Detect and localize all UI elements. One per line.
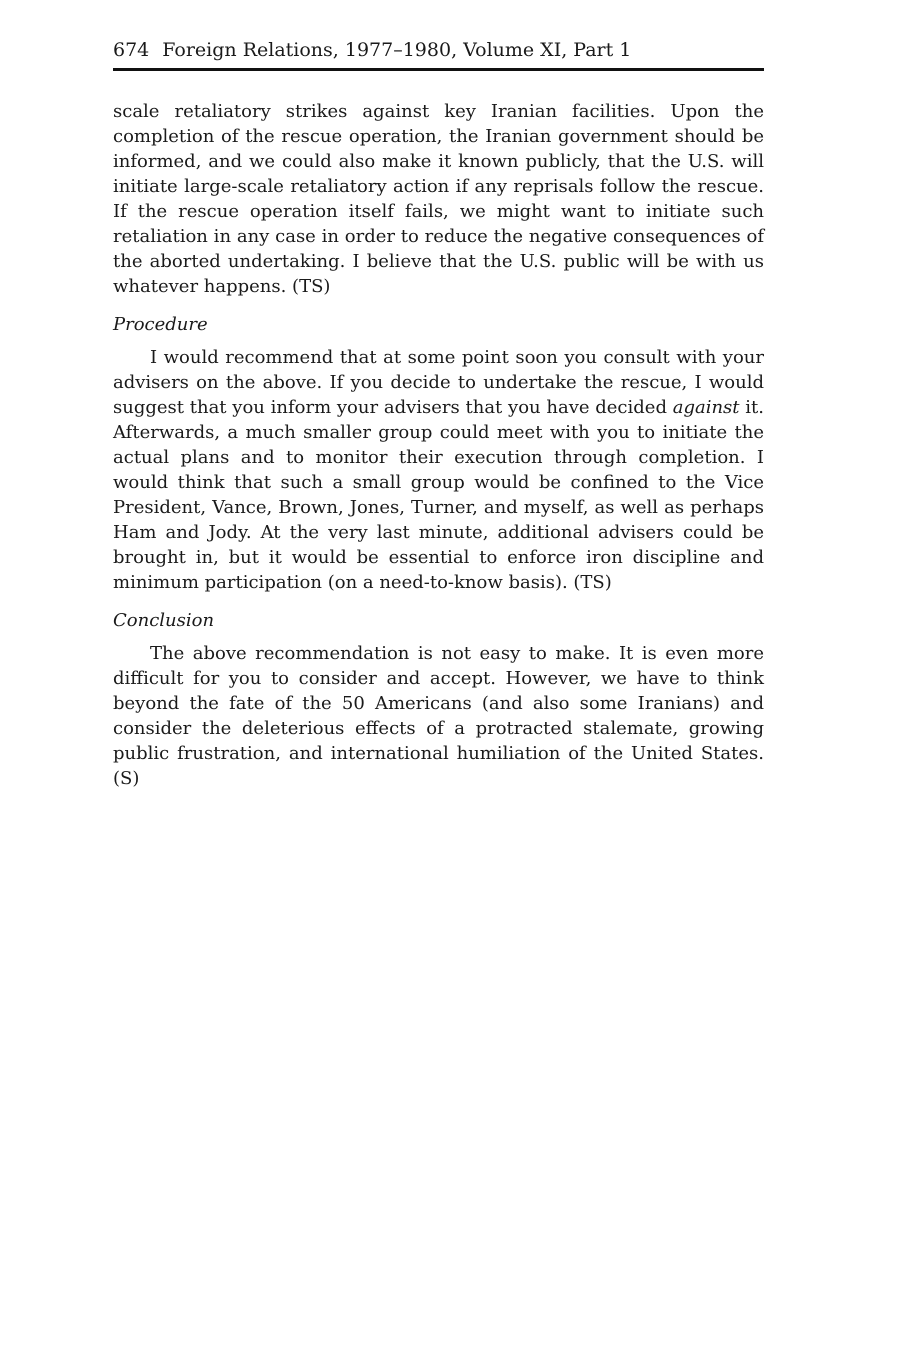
publication-title: Foreign Relations, 1977–1980, Volume XI, Part 1 (162, 39, 632, 61)
paragraph-conclusion: The above recommendation is not easy to make. It is even more difficult for you to consider and accept. However, we have to think beyond the fate of the 50 Americans (and also some Iranians) and consider the deleterious effects of a protracted stalemate, growing public frustration, and international humiliation of the United States. (S) (113, 643, 764, 789)
procedure-text-start: I would recommend that at some point soon you consult with your advisers on the above. If you decide to undertake the rescue, I would suggest that you inform your advisers that you have decided (113, 347, 764, 418)
paragraph-retaliation: scale retaliatory strikes against key Iranian facilities. Upon the completion of the rescue operation, the Iranian government should be informed, and we could also make it known publicly, that the U.S. will initiate large-scale retaliatory action if any reprisals follow the rescue. If the rescue operation itself fails, we might want to initiate such retaliation in any case in order to reduce the negative consequences of the aborted undertaking. I believe that the U.S. public will be with us whatever happens. (TS) (113, 101, 764, 297)
section-heading-procedure: Procedure (113, 314, 208, 335)
section-heading-conclusion: Conclusion (113, 610, 215, 631)
document-body (113, 99, 764, 791)
page-number: 674 (113, 39, 150, 61)
emphasis-against: against (672, 397, 740, 418)
procedure-text-end: it. Afterwards, a much smaller group could meet with you to initiate the actual plans and to monitor their execution through completion. I would think that such a small group would be confined to the Vice President, Vance, Brown, Jones, Turner, and myself, as well as perhaps Ham and Jody. At the very last minute, additional advisers could be brought in, but it would be essential to enforce iron discipline and minimum participation (on a need-to-know basis). (TS) (113, 397, 764, 593)
document-page (113, 36, 764, 791)
paragraph-procedure (113, 345, 764, 595)
running-header (113, 36, 764, 71)
